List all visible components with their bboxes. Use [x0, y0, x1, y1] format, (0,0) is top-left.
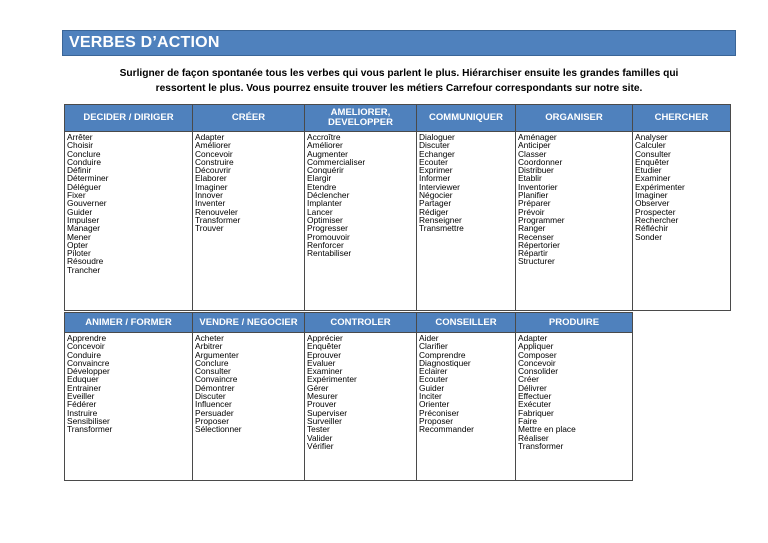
verb-item: Conduire [67, 156, 101, 167]
verb-item: Surveiller [307, 415, 342, 426]
verb-item: Enquêter [635, 156, 669, 167]
verb-item: Ranger [518, 223, 546, 234]
column-vendre-negocier [193, 333, 305, 481]
verb-item: Consolider [518, 366, 559, 377]
verb-item: Sensibiliser [67, 415, 110, 426]
verb-item: Orienter [419, 399, 450, 410]
header-conseiller: CONSEILLER [417, 313, 516, 333]
verb-item: Exécuter [518, 399, 552, 410]
verb-item: Calculer [635, 140, 666, 151]
verb-item: Innover [195, 190, 223, 201]
verb-item: Exprimer [419, 165, 453, 176]
verb-item: Expérimenter [307, 374, 357, 385]
verb-item: Progresser [307, 223, 348, 234]
verb-item: Rédiger [419, 206, 449, 217]
header-communiquer: COMMUNIQUER [417, 105, 516, 132]
header-vendre-negocier: VENDRE / NEGOCIER [193, 313, 305, 333]
verb-item: Conclure [67, 148, 101, 159]
verb-item: Concevoir [195, 148, 233, 159]
instructions-line-2: ressortent le plus. Vous pourrez ensuite trouver les métiers Carrefour correspondants sur notre site. [155, 83, 643, 94]
verb-item: Opter [67, 239, 88, 250]
header-controler: CONTROLER [305, 313, 417, 333]
verb-item: Préconiser [419, 407, 460, 418]
verb-item: Influencer [195, 399, 232, 410]
title-bar [62, 30, 736, 56]
page-title: VERBES D’ACTION [69, 34, 220, 51]
verb-item: Déléguer [67, 181, 101, 192]
verb-item: Etudier [635, 165, 662, 176]
column-animer-former [65, 333, 193, 481]
verb-item: Anticiper [518, 140, 551, 151]
verb-item: Effectuer [518, 391, 552, 402]
verb-item: Partager [419, 198, 452, 209]
verb-item: Commercialiser [307, 156, 366, 167]
verb-item: Discuter [195, 391, 226, 402]
verb-item: Proposer [419, 415, 453, 426]
verb-item: Prospecter [635, 206, 676, 217]
verb-item: Diagnostiquer [419, 357, 471, 368]
verb-item: Consulter [635, 148, 671, 159]
verb-item: Augmenter [307, 148, 348, 159]
verb-item: Ecouter [419, 156, 448, 167]
verb-item: Sélectionner [195, 424, 242, 435]
verb-item: Examiner [635, 173, 671, 184]
verb-item: Délivrer [518, 382, 547, 393]
verb-item: Renseigner [419, 214, 462, 225]
verb-item: Discuter [419, 140, 450, 151]
verb-item: Mesurer [307, 391, 338, 402]
verb-item: Recenser [518, 231, 554, 242]
verb-item: Coordonner [518, 156, 563, 167]
verb-item: Manager [67, 223, 101, 234]
header-produire: PRODUIRE [516, 313, 633, 333]
verb-item: Accroître [307, 132, 341, 142]
verb-item: Résoudre [67, 256, 104, 267]
verb-item: Transmettre [419, 223, 464, 234]
verb-item: Eduquer [67, 374, 99, 385]
verb-item: Eveiller [67, 391, 95, 402]
verb-item: Planifier [518, 190, 549, 201]
verb-item: Eclairer [419, 366, 448, 377]
verb-item: Echanger [419, 148, 455, 159]
verb-item: Acheter [195, 333, 224, 343]
verb-item: Trouver [195, 223, 224, 234]
header-ameliorer-line: AMELIORER, [330, 107, 391, 118]
verb-item: Préparer [518, 198, 551, 209]
verb-item: Mener [67, 231, 91, 242]
verb-item: Arrêter [67, 132, 93, 142]
verb-item: Démontrer [195, 382, 235, 393]
verb-item: Choisir [67, 140, 94, 151]
verb-item: Guider [67, 206, 93, 217]
verb-item: Piloter [67, 248, 91, 259]
column-controler [305, 333, 417, 481]
verb-item: Vérifier [307, 440, 334, 451]
verb-item: Inventorier [518, 181, 558, 192]
verb-item: Aménager [518, 132, 557, 142]
verb-item: Distribuer [518, 165, 554, 176]
column-chercher [633, 132, 731, 311]
header-creer: CRÉER [193, 105, 305, 132]
verb-item: Imaginer [635, 190, 668, 201]
verb-item: Arbitrer [195, 341, 223, 352]
header-decider-diriger: DECIDER / DIRIGER [65, 105, 193, 132]
verb-item: Construire [195, 156, 234, 167]
verb-item: Prouver [307, 399, 337, 410]
verb-item: Argumenter [195, 349, 239, 360]
header-organiser: ORGANISER [516, 105, 633, 132]
verb-item: Déterminer [67, 173, 109, 184]
verb-item: Imaginer [195, 181, 228, 192]
verb-item: Programmer [518, 214, 565, 225]
verb-item: Elargir [307, 173, 332, 184]
instructions [62, 66, 736, 96]
verb-item: Rechercher [635, 214, 679, 225]
verb-item: Inventer [195, 198, 226, 209]
verb-item: Impulser [67, 214, 100, 225]
verb-item: Renforcer [307, 239, 344, 250]
verb-item: Eprouver [307, 349, 341, 360]
verb-item: Ecouter [419, 374, 448, 385]
verb-item: Optimiser [307, 214, 343, 225]
verb-item: Convaincre [67, 357, 110, 368]
verb-item: Apprendre [67, 333, 107, 343]
verb-item: Informer [419, 173, 451, 184]
verb-item: Répertorier [518, 239, 560, 250]
header-chercher: CHERCHER [633, 105, 731, 132]
verb-item: Superviser [307, 407, 348, 418]
verb-item: Promouvoir [307, 231, 350, 242]
verb-item: Renouveler [195, 206, 238, 217]
verb-item: Composer [518, 349, 557, 360]
verb-item: Entrainer [67, 382, 101, 393]
verb-item: Conquérir [307, 165, 344, 176]
column-ameliorer-developper [305, 132, 417, 311]
verb-item: Convaincre [195, 374, 238, 385]
verb-item: Implanter [307, 198, 342, 209]
verb-item: Répartir [518, 248, 548, 259]
verb-item: Evaluer [307, 357, 336, 368]
verb-item: Gérer [307, 382, 329, 393]
column-creer [193, 132, 305, 311]
verb-item: Inciter [419, 391, 442, 402]
verb-item: Expérimenter [635, 181, 685, 192]
verb-item: Lancer [307, 206, 333, 217]
verb-item: Gouverner [67, 198, 107, 209]
verb-item: Transformer [195, 214, 241, 225]
verb-item: Définir [67, 165, 92, 176]
column-organiser [516, 132, 633, 311]
verb-item: Transformer [67, 424, 113, 435]
verb-item: Recommander [419, 424, 474, 435]
verb-item: Rentabiliser [307, 248, 352, 259]
verb-item: Classer [518, 148, 547, 159]
verb-item: Clarifier [419, 341, 448, 352]
verb-item: Appliquer [518, 341, 554, 352]
verb-item: Proposer [195, 415, 229, 426]
column-communiquer [417, 132, 516, 311]
verb-item: Découvrir [195, 165, 231, 176]
verb-item: Réfléchir [635, 223, 669, 234]
verb-item: Apprécier [307, 333, 343, 343]
verb-item: Adapter [195, 132, 225, 142]
verb-item: Conduire [67, 349, 101, 360]
verb-item: Interviewer [419, 181, 460, 192]
verb-item: Instruire [67, 407, 98, 418]
verb-item: Mettre en place [518, 424, 576, 435]
verb-item: Examiner [307, 366, 343, 377]
verb-item: Négocier [419, 190, 453, 201]
verb-item: Améliorer [195, 140, 231, 151]
verb-item: Persuader [195, 407, 234, 418]
verb-item: Analyser [635, 132, 668, 142]
verb-item: Créer [518, 374, 539, 385]
verb-item: Fixer [67, 190, 86, 201]
verb-item: Fabriquer [518, 407, 554, 418]
verb-item: Concevoir [67, 341, 105, 352]
verb-item: Guider [419, 382, 445, 393]
verb-item: Structurer [518, 256, 555, 267]
verb-item: Valider [307, 432, 333, 443]
verb-item: Faire [518, 415, 538, 426]
column-decider-diriger [65, 132, 193, 311]
verb-item: Trancher [67, 264, 101, 275]
verb-item: Concevoir [518, 357, 556, 368]
verb-item: Sonder [635, 231, 663, 242]
header-animer-former: ANIMER / FORMER [65, 313, 193, 333]
verb-item: Comprendre [419, 349, 466, 360]
verb-item: Etendre [307, 181, 337, 192]
verb-item: Développer [67, 366, 110, 377]
header-developper-line: DEVELOPPER [328, 117, 393, 128]
verb-item: Conclure [195, 357, 229, 368]
verb-item: Dialoguer [419, 132, 455, 142]
verb-item: Enquêter [307, 341, 341, 352]
verb-item: Observer [635, 198, 670, 209]
verb-item: Etablir [518, 173, 542, 184]
verb-item: Tester [307, 424, 330, 435]
verb-item: Aider [419, 333, 439, 343]
header-ameliorer-developper [305, 105, 417, 132]
verbs-table-bottom [64, 312, 633, 481]
verb-item: Déclencher [307, 190, 350, 201]
verb-item: Réaliser [518, 432, 549, 443]
column-conseiller [417, 333, 516, 481]
verbs-table-top [64, 104, 731, 311]
verb-item: Elaborer [195, 173, 227, 184]
verb-item: Transformer [518, 440, 564, 451]
verb-item: Adapter [518, 333, 548, 343]
verb-item: Consulter [195, 366, 231, 377]
verb-item: Fédérer [67, 399, 97, 410]
verb-item: Prévoir [518, 206, 545, 217]
column-produire [516, 333, 633, 481]
instructions-line-1: Surligner de façon spontanée tous les verbes qui vous parlent le plus. Hiérarchiser ensuite les grandes familles qui [119, 68, 679, 79]
verb-item: Améliorer [307, 140, 343, 151]
